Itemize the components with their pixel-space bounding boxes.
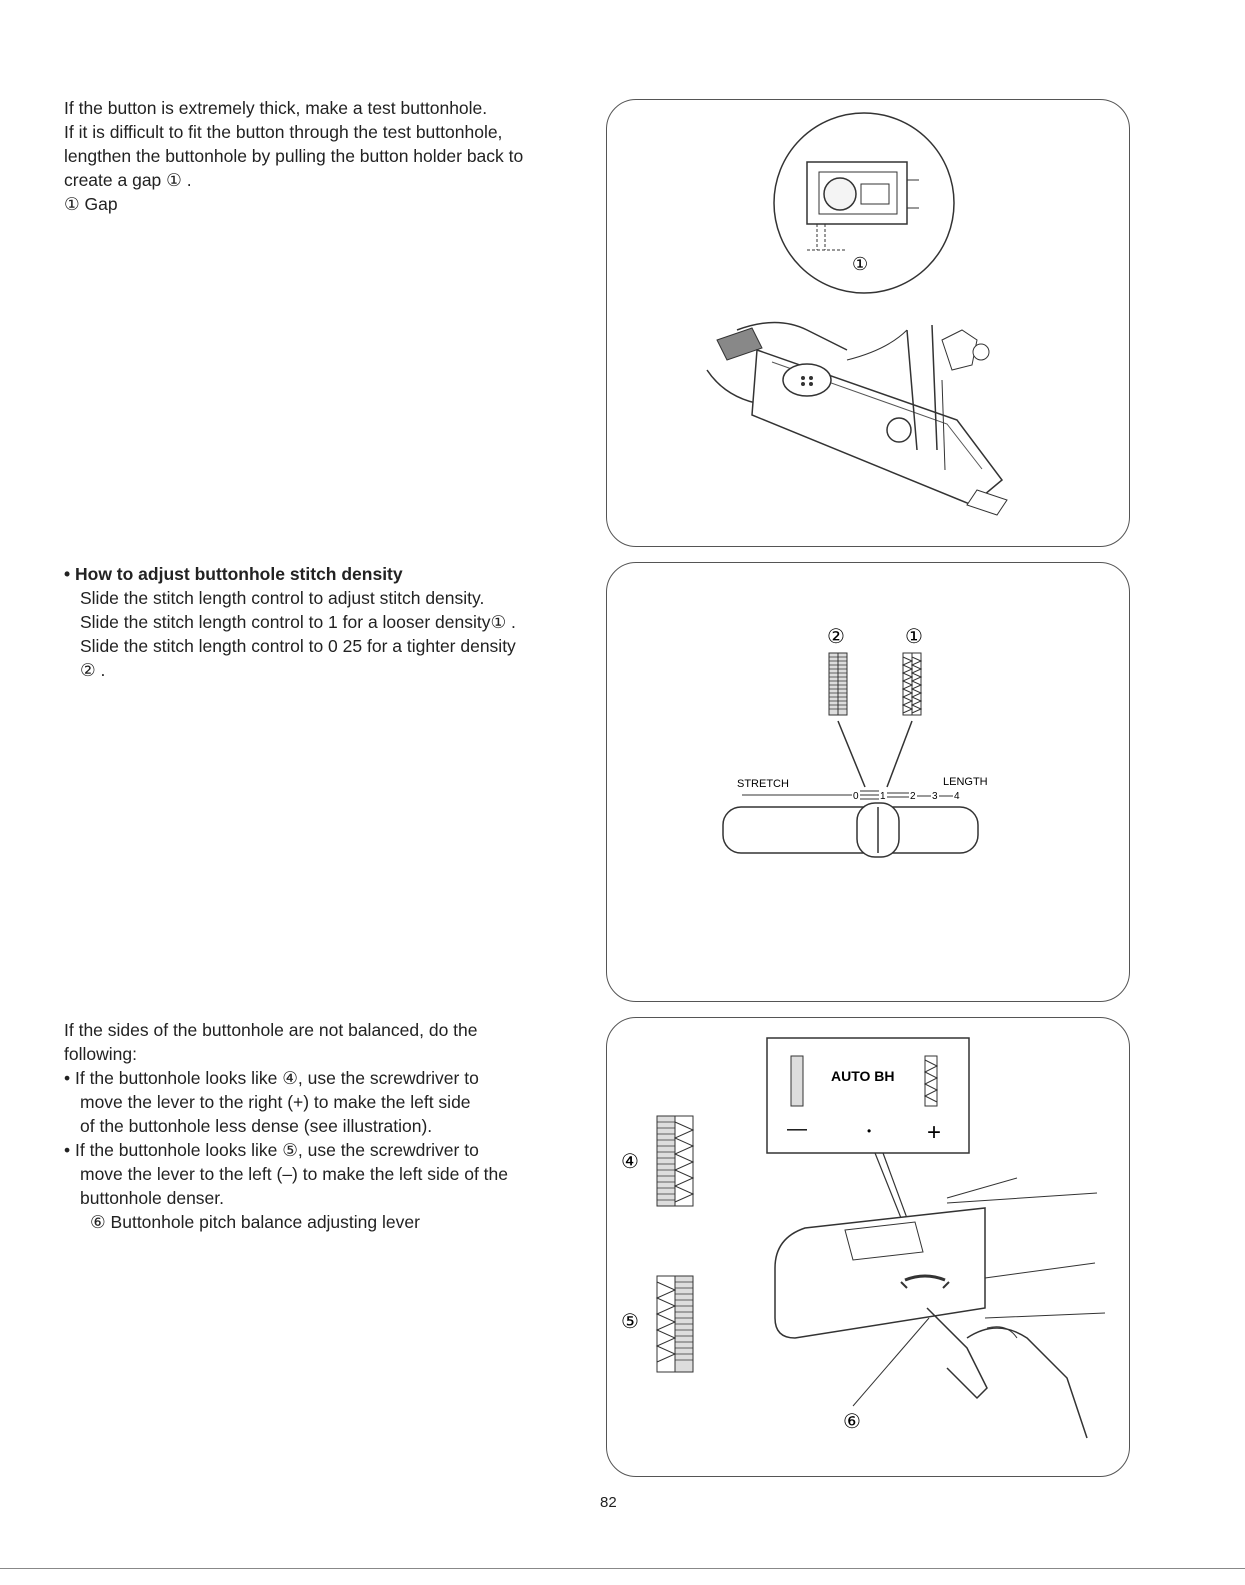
callout-6: ⑥ bbox=[843, 1411, 861, 1433]
tight-stitch-sample bbox=[829, 653, 847, 715]
balance-lever-illustration bbox=[607, 1018, 1129, 1476]
callout-gap: ① bbox=[852, 254, 869, 274]
section-heading: • How to adjust buttonhole stitch density bbox=[64, 564, 403, 584]
callout-loose-density: ① bbox=[905, 626, 923, 648]
figure-stitch-length-control bbox=[606, 562, 1130, 1002]
text-line: ② . bbox=[80, 660, 106, 680]
uneven-sample-4 bbox=[657, 1116, 693, 1206]
callout-tight-density: ② bbox=[827, 626, 845, 648]
plus-sign: + bbox=[927, 1119, 942, 1146]
loose-stitch-sample bbox=[903, 653, 921, 715]
text-line: If the sides of the buttonhole are not balanced, do the bbox=[64, 1020, 478, 1040]
legend-lever: ⑥ Buttonhole pitch balance adjusting lever bbox=[90, 1212, 420, 1232]
callout-4: ④ bbox=[621, 1151, 639, 1173]
stitch-length-illustration bbox=[607, 563, 1129, 1001]
bottom-divider bbox=[0, 1568, 1245, 1569]
scale-4: 4 bbox=[954, 791, 960, 802]
page-number: 82 bbox=[600, 1494, 617, 1511]
figure-buttonhole-balance bbox=[606, 1017, 1130, 1477]
text-line: following: bbox=[64, 1044, 137, 1064]
text-line: If the button is extremely thick, make a test buttonhole. bbox=[64, 98, 488, 118]
text-line: lengthen the buttonhole by pulling the button holder back to bbox=[64, 146, 524, 166]
text-line: move the lever to the right (+) to make the left side bbox=[80, 1092, 471, 1112]
buttonhole-foot-illustration bbox=[607, 100, 1129, 546]
minus-sign: — bbox=[787, 1118, 807, 1140]
text-line: of the buttonhole less dense (see illustration). bbox=[80, 1116, 433, 1136]
bullet-line: • If the buttonhole looks like ④, use the screwdriver to bbox=[64, 1068, 479, 1088]
text-line: Slide the stitch length control to 1 for a looser density① . bbox=[80, 612, 516, 632]
text-line: buttonhole denser. bbox=[80, 1188, 225, 1208]
text-line: Slide the stitch length control to 0 25 for a tighter density bbox=[80, 636, 516, 656]
uneven-sample-5 bbox=[657, 1276, 693, 1372]
section-thick-button bbox=[64, 96, 594, 216]
center-dot: • bbox=[867, 1124, 872, 1138]
text-line: create a gap ① . bbox=[64, 170, 192, 190]
section-balance bbox=[64, 1018, 594, 1234]
figure-buttonhole-foot bbox=[606, 99, 1130, 547]
stretch-label: STRETCH bbox=[737, 778, 789, 790]
legend-gap: ① Gap bbox=[64, 194, 118, 214]
text-line: If it is difficult to fit the button through the test buttonhole, bbox=[64, 122, 503, 142]
callout-5: ⑤ bbox=[621, 1311, 639, 1333]
bullet-line: • If the buttonhole looks like ⑤, use the screwdriver to bbox=[64, 1140, 479, 1160]
text-line: Slide the stitch length control to adjust stitch density. bbox=[80, 588, 485, 608]
section-stitch-density bbox=[64, 562, 594, 682]
scale-3: 3 bbox=[932, 791, 938, 802]
scale-1: 1 bbox=[880, 791, 886, 802]
stitch-length-slot bbox=[723, 807, 978, 853]
length-label: LENGTH bbox=[943, 776, 988, 788]
scale-0: 0 bbox=[853, 791, 859, 802]
auto-bh-label: AUTO BH bbox=[831, 1068, 895, 1084]
scale-2: 2 bbox=[910, 791, 916, 802]
text-line: move the lever to the left (–) to make the left side of the bbox=[80, 1164, 508, 1184]
